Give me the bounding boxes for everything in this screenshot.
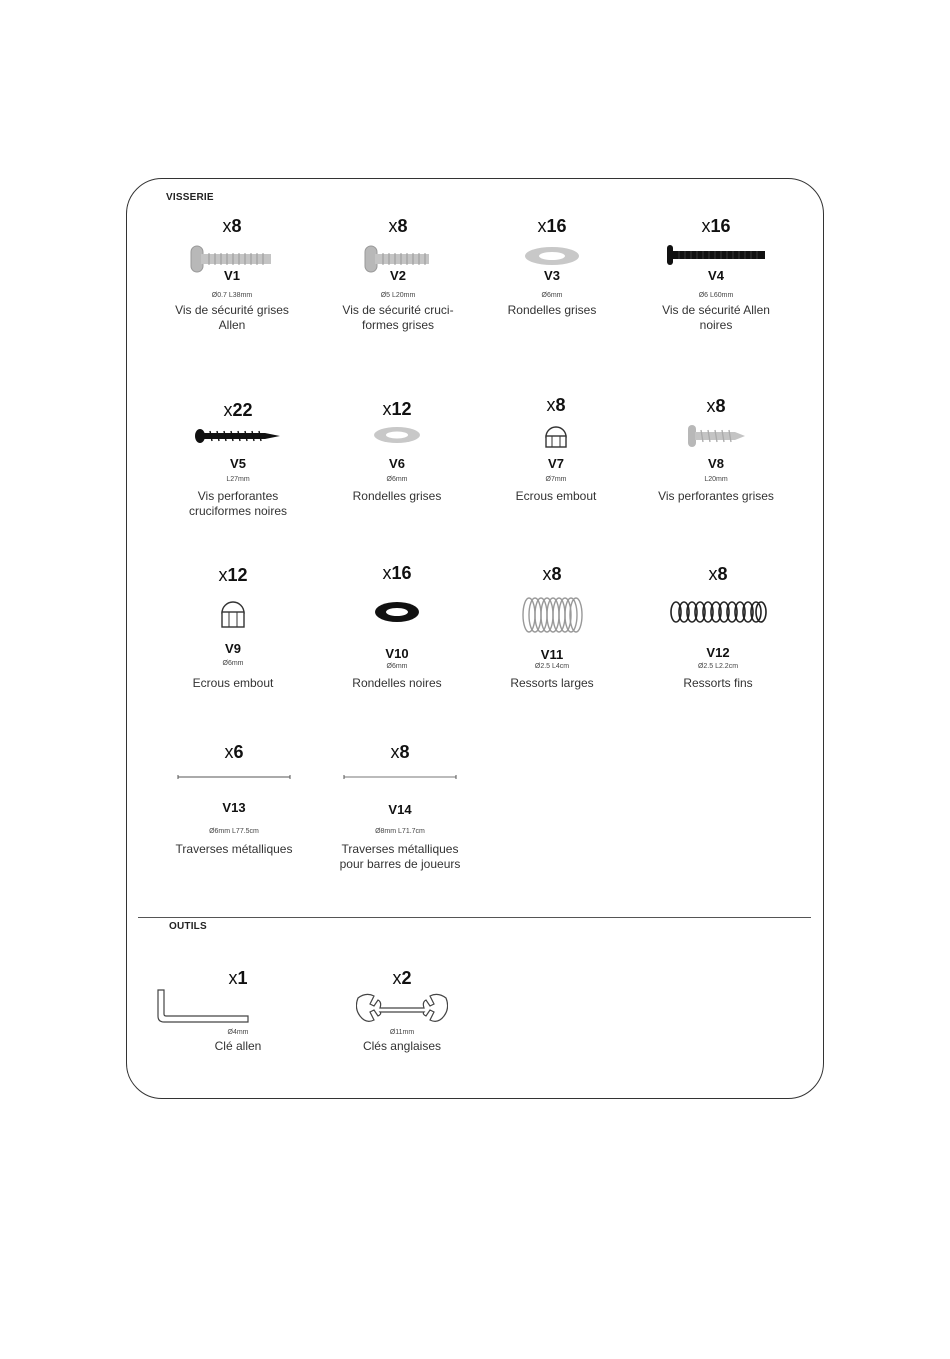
item-code: V10	[385, 646, 409, 661]
item-code: V12	[706, 645, 730, 660]
metal-rod-icon	[159, 774, 309, 780]
quantity: x12	[218, 565, 248, 585]
quantity: x1	[228, 968, 248, 988]
section-divider	[138, 917, 811, 918]
black-washer-icon	[322, 601, 472, 623]
item-dimensions: Ø0.7 L38mm	[211, 292, 253, 299]
quantity: x8	[390, 742, 410, 762]
quantity: x12	[382, 399, 412, 419]
item-description: Rondelles noires	[352, 676, 442, 690]
item-description: Ecrous embout	[515, 489, 597, 503]
item-description: Traverses métalliques	[175, 842, 293, 856]
open-end-wrench-icon	[327, 992, 477, 1024]
item-code: V14	[388, 802, 412, 817]
item-description: Vis perforantes cruciformes noires	[188, 489, 288, 518]
item-dimensions: Ø5 L20mm	[380, 292, 416, 299]
item-description: Ecrous embout	[192, 676, 274, 690]
item-dimensions: Ø2.5 L4cm	[534, 663, 570, 670]
wide-spring-icon	[477, 595, 627, 635]
item-dimensions: Ø6mm	[222, 660, 244, 667]
quantity: x8	[708, 564, 728, 584]
item-code: V2	[390, 268, 406, 283]
quantity: x8	[542, 564, 562, 584]
section-title-visserie: VISSERIE	[166, 192, 214, 203]
item-description: Traverses métalliques pour barres de joueurs	[339, 842, 461, 871]
section-title-outils: OUTILS	[169, 921, 207, 932]
black-allen-screw-icon	[641, 244, 791, 266]
item-dimensions: Ø11mm	[389, 1029, 415, 1036]
grey-washer-icon	[322, 426, 472, 444]
item-code: V5	[230, 456, 246, 471]
item-dimensions: Ø6mm	[541, 292, 563, 299]
item-description: Clés anglaises	[362, 1039, 442, 1053]
item-description: Clé allen	[214, 1039, 262, 1053]
item-description: Rondelles grises	[507, 303, 597, 317]
item-code: V3	[544, 268, 560, 283]
item-code: V6	[389, 456, 405, 471]
item-code: V8	[708, 456, 724, 471]
quantity: x22	[223, 400, 253, 420]
item-code: V9	[225, 641, 241, 656]
metal-rod-long-icon	[325, 774, 475, 780]
quantity: x8	[546, 395, 566, 415]
item-code: V13	[222, 800, 246, 815]
item-code: V11	[540, 647, 564, 662]
item-code: V4	[708, 268, 724, 283]
quantity: x16	[701, 216, 731, 236]
item-description: Ressorts fins	[683, 676, 753, 690]
item-description: Rondelles grises	[352, 489, 442, 503]
quantity: x16	[537, 216, 567, 236]
item-dimensions: L20mm	[704, 476, 728, 483]
item-description: Vis de sécurité cruci- formes grises	[342, 303, 454, 332]
thin-spring-icon	[643, 600, 793, 624]
quantity: x6	[224, 742, 244, 762]
black-self-drilling-screw-icon	[163, 427, 313, 445]
item-description: Vis perforantes grises	[658, 489, 774, 503]
item-description: Ressorts larges	[510, 676, 594, 690]
grey-wood-screw-icon	[641, 423, 791, 449]
cap-nut-icon	[158, 598, 308, 630]
quantity: x8	[388, 216, 408, 236]
item-dimensions: Ø6mm	[386, 663, 408, 670]
quantity: x8	[222, 216, 242, 236]
quantity: x8	[706, 396, 726, 416]
quantity: x16	[382, 563, 412, 583]
item-dimensions: Ø6mm	[386, 476, 408, 483]
item-dimensions: Ø7mm	[545, 476, 567, 483]
item-description: Vis de sécurité Allen noires	[662, 303, 770, 332]
allen-key-icon	[127, 988, 277, 1024]
item-dimensions: Ø6 L60mm	[698, 292, 734, 299]
item-description: Vis de sécurité grises Allen	[175, 303, 289, 332]
grey-washer-icon	[477, 245, 627, 267]
item-dimensions: Ø2.5 L2.2cm	[697, 663, 739, 670]
item-dimensions: Ø6mm L77.5cm	[209, 828, 259, 835]
item-dimensions: L27mm	[226, 476, 250, 483]
item-code: V1	[224, 268, 240, 283]
item-dimensions: Ø4mm	[227, 1029, 249, 1036]
quantity: x2	[392, 968, 412, 988]
cap-nut-icon	[481, 423, 631, 449]
item-code: V7	[548, 456, 564, 471]
item-dimensions: Ø8mm L71.7cm	[375, 828, 425, 835]
